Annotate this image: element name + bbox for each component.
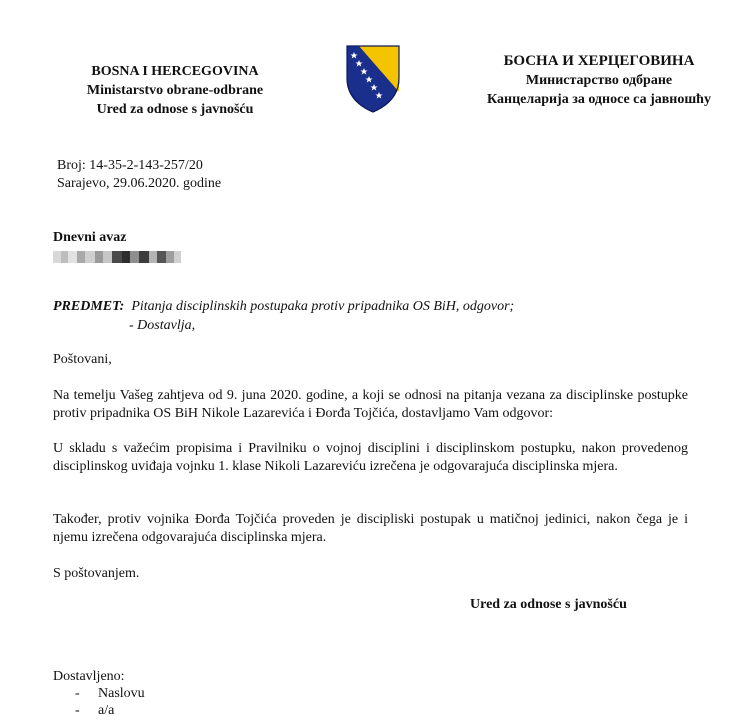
- redacted-text: [53, 250, 181, 264]
- closing: S poštovanjem.: [53, 566, 140, 581]
- delivered-list: [53, 685, 145, 719]
- recipient-block: [53, 229, 181, 264]
- header-right-cyrillic: [468, 52, 730, 109]
- coat-of-arms-icon: [345, 44, 401, 114]
- greeting: Poštovani,: [53, 352, 112, 367]
- paragraph-2: U skladu s važećim propisima i Pravilniku o vojnoj disciplini i disciplinskom postupku, nakon provedenog disciplinskog uviđaja vojnku 1. klase Nikoli Lazareviću izrečena je odgovarajuća disciplinska mjera.: [53, 441, 688, 474]
- header-office: Ured za odnose s javnošću: [96, 102, 254, 117]
- list-item: - Naslovu: [75, 686, 145, 701]
- header-ministry-cyrillic: Министарство одбране: [525, 73, 673, 88]
- header-office-cyrillic: Канцеларија за односе са јавношћу: [487, 92, 711, 107]
- header-country: BOSNA I HERCEGOVINA: [91, 64, 259, 79]
- delivered-label: Dostavljeno:: [53, 669, 125, 684]
- subject-line2: - Dostavlja,: [129, 318, 196, 333]
- header-left-latin: [60, 62, 290, 119]
- paragraph-1: Na temelju Vašeg zahtjeva od 9. juna 2020. godine, a koji se odnosi na pitanja vezana za disciplinske postupke protiv pripadnika OS BiH Nikole Lazarevića i Đorđa Tojčića, dostavljamo Vam odgovor:: [53, 388, 688, 421]
- reference-number: Broj: 14-35-2-143-257/20: [57, 158, 203, 173]
- header-ministry: Ministarstvo obrane-odbrane: [86, 83, 264, 98]
- header-country-cyrillic: БОСНА И ХЕРЦЕГОВИНА: [503, 53, 695, 69]
- subject-label: PREDMET:: [53, 299, 125, 314]
- signature: Ured za odnose s javnošću: [470, 597, 627, 612]
- delivered-block: [53, 668, 145, 719]
- paragraph-3: Također, protiv vojnika Đorđa Tojčića proveden je discipliski postupak u matičnoj jedinici, nakon čega je i njemu izrečena odgovarajuća disciplinska mjera.: [53, 512, 688, 545]
- subject-text: Pitanja disciplinskih postupaka protiv pripadnika OS BiH, odgovor;: [131, 299, 515, 314]
- list-item: - a/a: [75, 703, 115, 718]
- recipient-name: Dnevni avaz: [53, 230, 127, 245]
- place-date: Sarajevo, 29.06.2020. godine: [57, 176, 222, 191]
- reference-block: [57, 157, 221, 193]
- subject-block: [53, 297, 514, 335]
